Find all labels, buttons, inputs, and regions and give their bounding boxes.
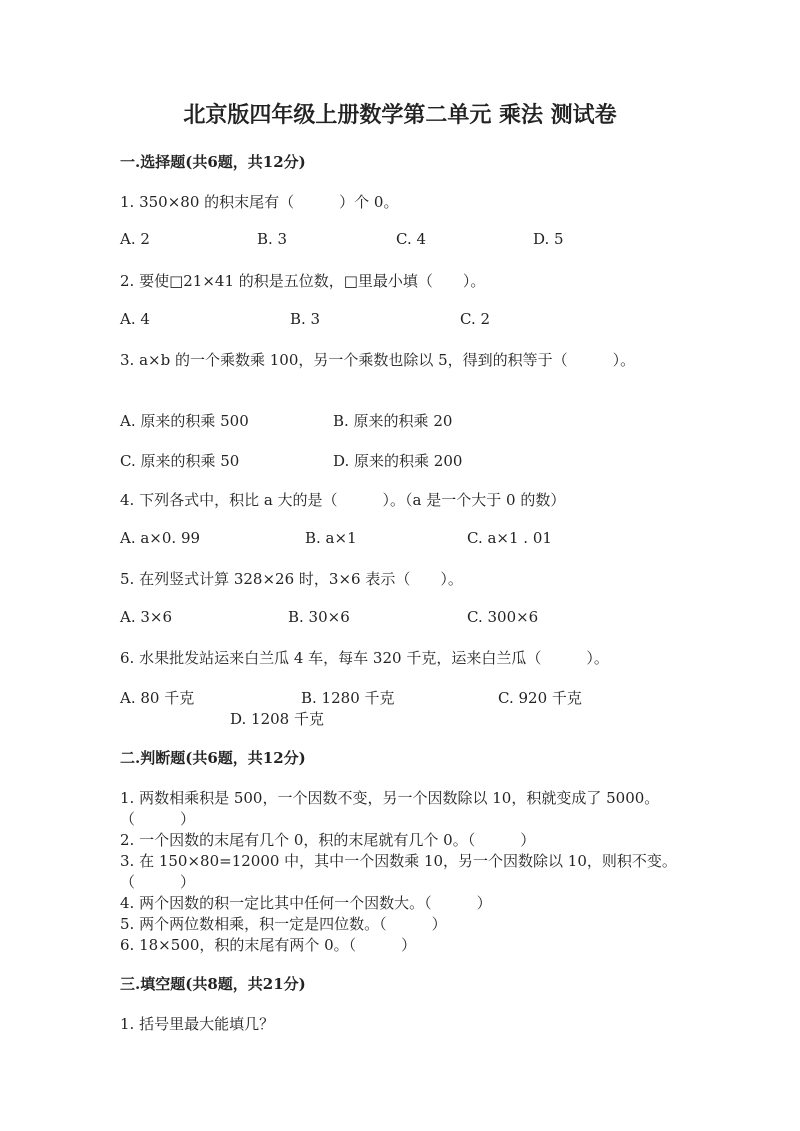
section-heading-fill: 三.填空题(共8题，共21分)	[120, 975, 306, 993]
option-a: A. 3×6	[120, 608, 173, 626]
page-title: 北京版四年级上册数学第二单元 乘法 测试卷	[183, 102, 617, 128]
option-a: A. 80 千克	[120, 689, 195, 707]
question-5: 5. 在列竖式计算 328×26 时，3×6 表示（ ）。	[120, 570, 463, 588]
option-d: D. 5	[533, 230, 564, 248]
option-c: C. 2	[460, 310, 491, 328]
answer-bracket: （ ）	[120, 810, 196, 828]
option-c: C. 4	[396, 230, 427, 248]
option-c: C. 300×6	[467, 608, 539, 626]
question-4: 4. 下列各式中，积比 a 大的是（ ）。（a 是一个大于 0 的数）	[120, 491, 566, 509]
option-c: C. a×1 . 01	[467, 529, 552, 547]
answer-bracket: （ ）	[120, 873, 196, 891]
option-c: C. 920 千克	[498, 689, 582, 707]
judgment-line: 4. 两个因数的积一定比其中任何一个因数大。（ ）	[120, 894, 492, 912]
question-1: 1. 350×80 的积末尾有（ ）个 0。	[120, 193, 399, 211]
option-b: B. 原来的积乘 20	[333, 412, 453, 430]
section-heading-judgment: 二.判断题(共6题，共12分)	[120, 749, 306, 767]
judgment-line: 1. 两数相乘积是 500，一个因数不变，另一个因数除以 10，积就变成了 5000。	[120, 789, 660, 807]
option-c: C. 原来的积乘 50	[120, 452, 240, 470]
judgment-line: 3. 在 150×80=12000 中，其中一个因数乘 10，另一个因数除以 10，则积不变。	[120, 852, 677, 870]
fill-question-1: 1. 括号里最大能填几？	[120, 1015, 275, 1033]
question-3: 3. a×b 的一个乘数乘 100，另一个乘数也除以 5，得到的积等于（ ）。	[120, 351, 636, 369]
option-b: B. a×1	[305, 529, 357, 547]
option-d: D. 原来的积乘 200	[333, 452, 463, 470]
option-d: D. 1208 千克	[230, 710, 324, 728]
option-b: B. 1280 千克	[301, 689, 395, 707]
option-b: B. 30×6	[288, 608, 350, 626]
judgment-line: 2. 一个因数的末尾有几个 0，积的末尾就有几个 0。（ ）	[120, 831, 536, 849]
question-6: 6. 水果批发站运来白兰瓜 4 车，每车 320 千克，运来白兰瓜（ ）。	[120, 649, 609, 667]
section-heading-choice: 一.选择题(共6题，共12分)	[120, 153, 306, 171]
option-a: A. a×0. 99	[120, 529, 201, 547]
judgment-line: 5. 两个两位数相乘，积一定是四位数。（ ）	[120, 915, 447, 933]
option-a: A. 2	[120, 230, 150, 248]
judgment-line: 6. 18×500，积的末尾有两个 0。（ ）	[120, 936, 417, 954]
option-a: A. 原来的积乘 500	[120, 412, 249, 430]
question-2: 2. 要使□21×41 的积是五位数，□里最小填（ ）。	[120, 272, 486, 290]
option-a: A. 4	[120, 310, 150, 328]
option-b: B. 3	[290, 310, 321, 328]
option-b: B. 3	[257, 230, 288, 248]
